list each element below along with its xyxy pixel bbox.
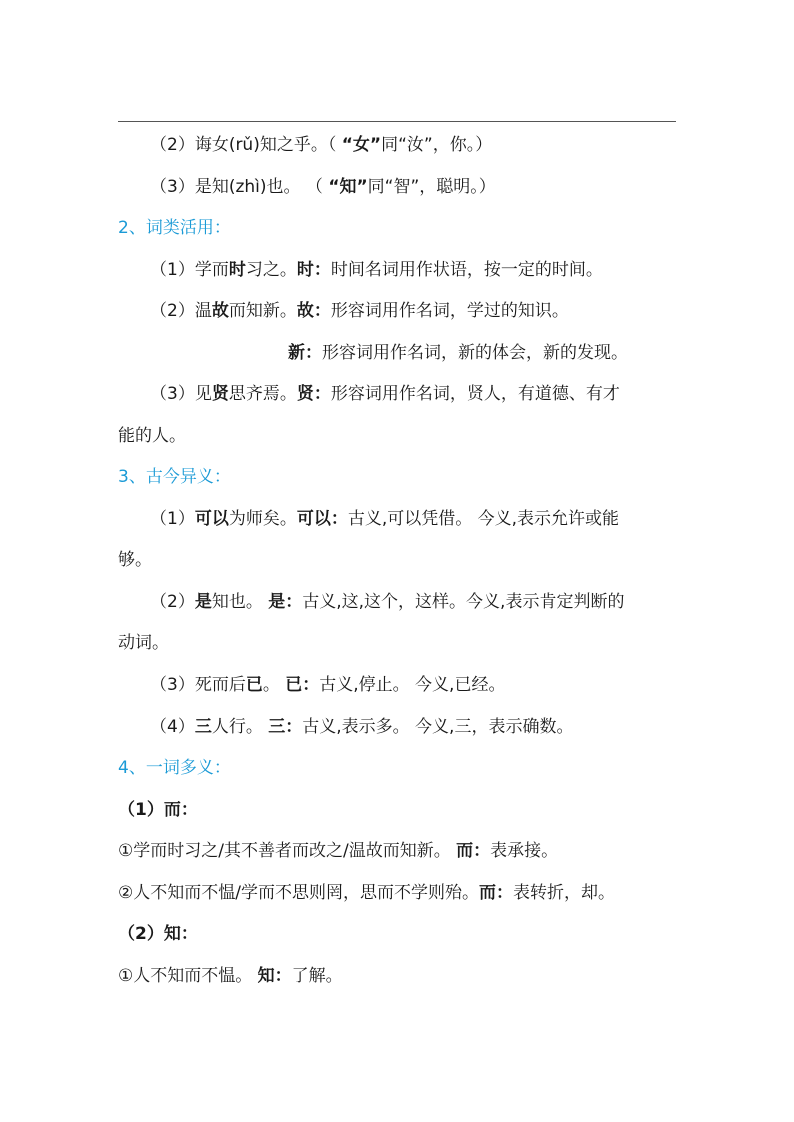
text-line: （3）见贤思齐焉。贤：形容词用作名词，贤人，有道德、有才 — [150, 384, 620, 404]
text-line: （3）是知(zhì)也。 （ “知”同“智”，聪明。） — [150, 177, 496, 197]
text-line: （3）死而后已。 已：古义,停止。 今义,已经。 — [150, 675, 506, 695]
text-line: （2）是知也。 是：古义,这,这个，这样。今义,表示肯定判断的 — [150, 592, 625, 612]
text-line: 动词。 — [118, 633, 169, 653]
text-line: （4）三人行。 三：古义,表示多。 今义,三，表示确数。 — [150, 717, 574, 737]
text-line: （1）学而时习之。时：时间名词用作状语，按一定的时间。 — [150, 260, 603, 280]
subsection-heading: （2）知： — [118, 924, 198, 944]
text-line: 新：形容词用作名词，新的体会，新的发现。 — [288, 343, 628, 363]
text-line: 够。 — [118, 550, 152, 570]
header-rule — [118, 121, 676, 122]
text-line: ①学而时习之/其不善者而改之/温故而知新。 而：表承接。 — [118, 841, 559, 861]
text-line: （2）温故而知新。故：形容词用作名词，学过的知识。 — [150, 301, 569, 321]
subsection-heading: （1）而： — [118, 800, 198, 820]
section-heading: 3、古今异义： — [118, 467, 231, 487]
text-line: （1）可以为师矣。可以：古义,可以凭借。 今义,表示允许或能 — [150, 509, 620, 529]
text-line: ②人不知而不愠/学而不思则罔，思而不学则殆。而：表转折，却。 — [118, 883, 615, 903]
text-line: ①人不知而不愠。 知：了解。 — [118, 966, 343, 986]
section-heading: 4、一词多义： — [118, 758, 231, 778]
text-line: 能的人。 — [118, 426, 186, 446]
section-heading: 2、词类活用： — [118, 218, 231, 238]
text-line: （2）诲女(rǔ)知之乎。（ “女”同“汝”，你。） — [150, 135, 493, 155]
